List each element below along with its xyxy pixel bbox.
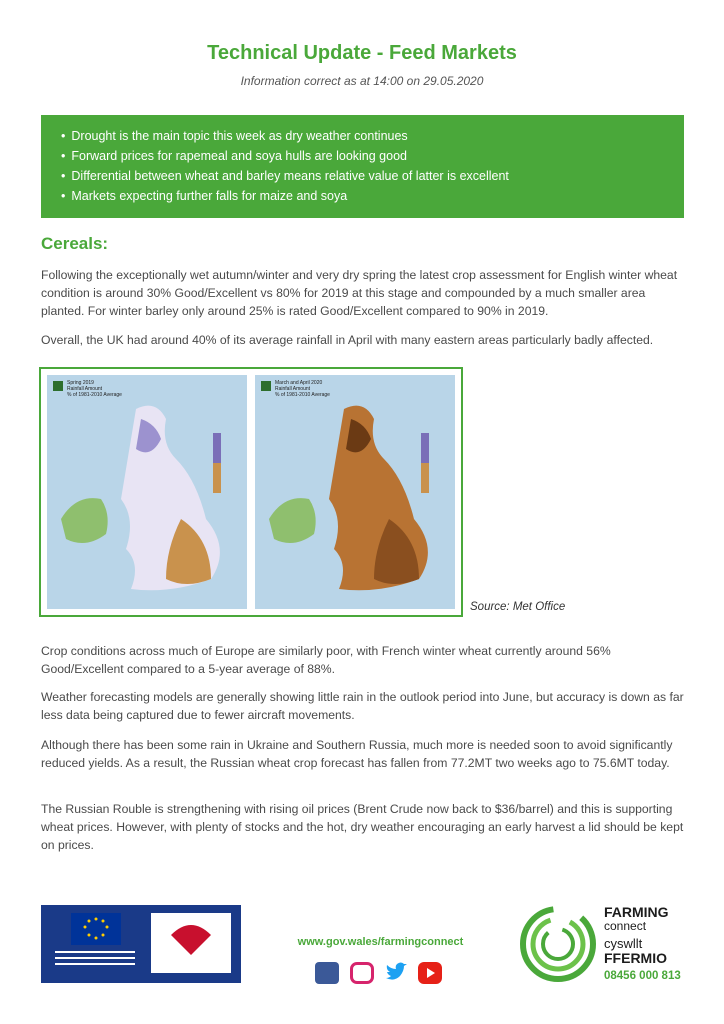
cereals-paragraph: Weather forecasting models are generally showing little rain in the outlook period into June, but accuracy is down as far less data being captured due to fewer aircraft movements. <box>41 690 684 722</box>
cereals-paragraph: Crop conditions across much of Europe are similarly poor, with French winter wheat currently around 56% Good/Excellent compared to a 5-year average of 88%. <box>41 644 611 676</box>
cereals-paragraph: Although there has been some rain in Ukraine and Southern Russia, much more is needed soon to avoid significantly reduced yields. As a result, the Russian wheat crop forecast has fallen from 77.2MT two weeks ago to 75.6MT today. <box>41 738 673 770</box>
map-subtitle: Rainfall Amount <box>67 386 103 392</box>
highlight-item: • Drought is the main topic this week as dry weather continues <box>61 126 664 146</box>
cereals-heading: Cereals: <box>41 234 109 253</box>
rainfall-map-2020 <box>255 375 455 609</box>
map-title: March and April 2020 <box>275 380 323 386</box>
highlight-item: • Differential between wheat and barley means relative value of latter is excellent <box>61 166 664 186</box>
map-source: Source: Met Office <box>470 601 566 613</box>
cereals-paragraph: Overall, the UK had around 40% of its average rainfall in April with many eastern areas particularly badly affected. <box>41 333 654 347</box>
brand-line: FARMING <box>604 904 669 920</box>
brand-line: connect <box>604 919 647 933</box>
map-title: Spring 2019 <box>67 380 94 386</box>
cereals-paragraph: The Russian Rouble is strengthening with rising oil prices (Brent Crude now back to $36/barrel) and this is supporting wheat prices. However, with plenty of stocks and the hot, dry weather encouraging an early harvest a lid should be kept on prices. <box>41 802 684 852</box>
twitter-icon[interactable] <box>384 962 408 984</box>
highlight-item: • Forward prices for rapemeal and soya hulls are looking good <box>61 146 664 166</box>
map-note: % of 1981-2010 Average <box>67 392 122 398</box>
instagram-icon[interactable] <box>350 962 374 984</box>
farming-connect-logo-icon <box>516 904 600 984</box>
page-title: Technical Update - Feed Markets <box>207 42 517 64</box>
cereals-paragraph: Following the exceptionally wet autumn/winter and very dry spring the latest crop assessment for English winter wheat condition is around 30% Good/Excellent vs 80% for 2019 at this stage and compounded by a much smaller area planted. For winter barley only around 25% is rated Good/Excellent compared to 90% in 2019. <box>41 268 678 318</box>
rainfall-maps-figure <box>39 367 463 617</box>
eu-funding-logo <box>41 905 241 983</box>
update-timestamp: Information correct as at 14:00 on 29.05.2020 <box>240 74 484 88</box>
phone-number: 08456 000 813 <box>604 970 681 982</box>
map-subtitle: Rainfall Amount <box>275 386 311 392</box>
facebook-icon[interactable] <box>315 962 339 984</box>
website-link[interactable]: www.gov.wales/farmingconnect <box>297 936 464 948</box>
highlights-box <box>41 115 684 218</box>
brand-line: FFERMIO <box>604 950 667 966</box>
highlight-item: • Markets expecting further falls for maize and soya <box>61 186 664 206</box>
rainfall-map-spring-2019 <box>47 375 247 609</box>
map-note: % of 1981-2010 Average <box>275 392 330 398</box>
youtube-icon[interactable] <box>418 962 442 984</box>
brand-line: cyswllt <box>604 936 643 951</box>
